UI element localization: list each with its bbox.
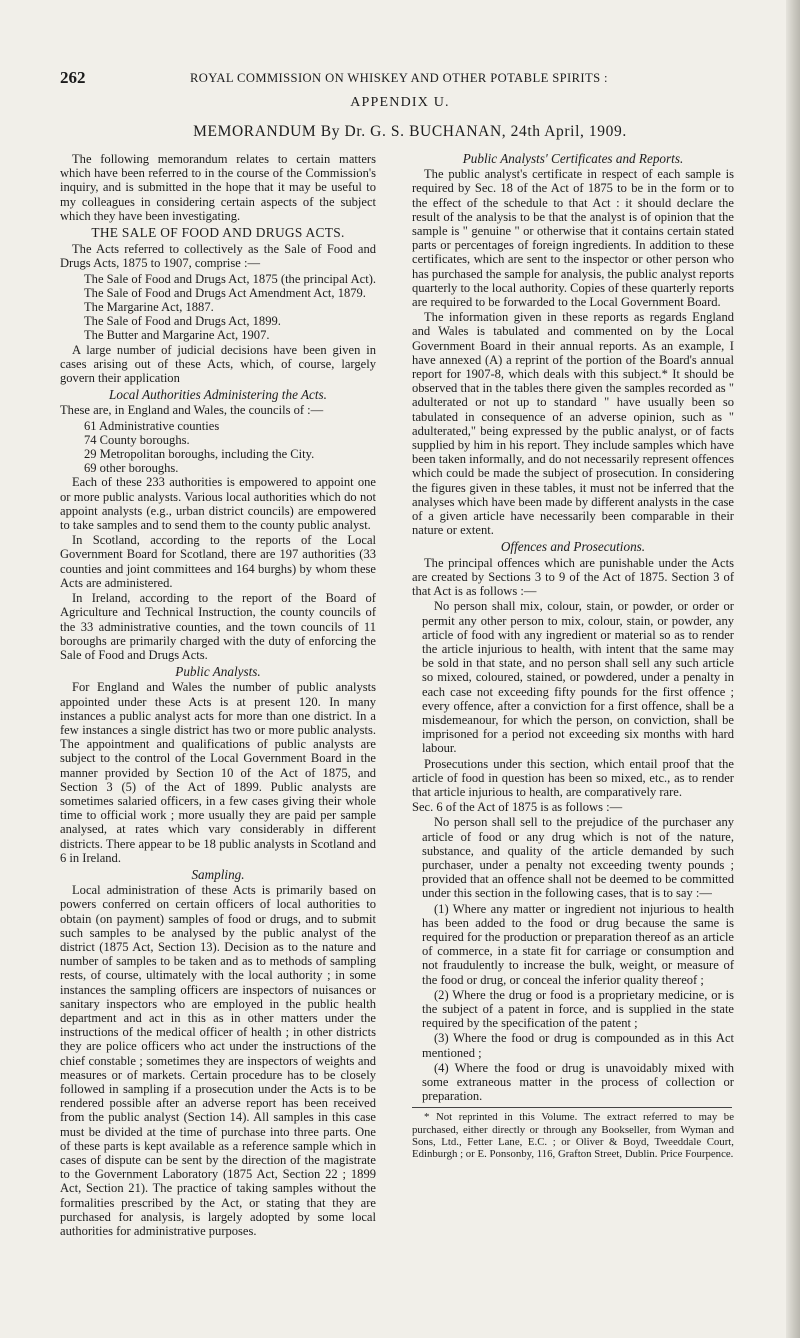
right-column (412, 152, 734, 1161)
ireland-paragraph: In Ireland, according to the report of the Board of Agriculture and Technical Instruction, the county councils of the 33 administrative counties, and the town councils of 11 boroughs are primarily charged with the duty of enforcing the Sale of Food and Drugs Acts. (60, 591, 376, 662)
appendix-title: APPENDIX U. (350, 95, 450, 110)
section-heading-sampling: Sampling. (191, 866, 245, 882)
left-column (60, 152, 376, 1239)
list-item: (1) Where any matter or ingredient not injurious to health has been added to the food or drug because the same is required for the production or preparation thereof as an article of commerce, in a state fit for carriage or consumption and not fraudulently to increase the bulk, weight, or measure of the food or drug, or conceal the inferior quality thereof ; (422, 901, 734, 987)
section-heading-public-analysts: Public Analysts. (175, 664, 261, 680)
scotland-paragraph: In Scotland, according to the reports of the Local Government Board for Scotland, there are 197 authorities (33 counties and joint committees and 164 burghs) by whom these Acts are administered. (60, 533, 376, 590)
prosecutions-paragraph: Prosecutions under this section, which entail proof that the article of food in question has been so mixed, etc., as to render that article injurious to health, are comparatively rare. (412, 756, 734, 799)
tabulated-paragraph: The information given in these reports as regards England and Wales is tabulated and commented on by the Local Government Board in their annual reports. As an example, I have annexed (A) a reprint of the portion of the Board's annual report for 1907-8, which deals with this subject.* It should be observed that in the tables there given the samples recorded as " adulterated or not up to standard " have usually been so tabulated in consequence of an adverse opinion, such as " adulterated," being expressed by the public analyst, or of facts supplied by him in his report. They include samples which have been taken informally, and do not necessarily represent offences which could be made the subject of prosecution. In considering the figures given in these tables, it must not be inferred that the analyses which have been made by different analysts in the case of a given article have necessarily been comparable in their nature or extent. (412, 310, 734, 538)
councils-list (60, 419, 376, 476)
section-heading-local-authorities: Local Authorities Administering the Acts. (109, 387, 327, 403)
list-item: (4) Where the food or drug is unavoidably mixed with some extraneous matter in the process of collection or preparation. (422, 1060, 734, 1104)
intro-paragraph: The following memorandum relates to certain matters which have been referred to in the course of the Commission's inquiry, and is submitted in the hope that it may be useful to my colleagues in considering certain aspects of the subject which they have been investigating. (60, 152, 376, 223)
footnote-divider (412, 1107, 732, 1108)
certificates-paragraph: The public analyst's certificate in respect of each sample is required by Sec. 18 of the Act of 1875 to be in the form or to the effect of the schedule to that Act : it should declare the result of the analysis to be that the analyst is of opinion that the sample is " genuine " or otherwise that it contains certain stated parts or percentages of foreign ingredients. In addition to these certificates, which are sent to the inspector or other person who has purchased the sample for analysis, the public analyst reports quarterly to the local authority. Copies of these quarterly reports are required to be forwarded to the Local Government Board. (412, 167, 734, 310)
section-heading-sale-of-food: THE SALE OF FOOD AND DRUGS ACTS. (91, 225, 345, 241)
list-item: The Sale of Food and Drugs Act, 1875 (the principal Act). (84, 271, 377, 286)
councils-intro: These are, in England and Wales, the councils of :— (60, 403, 324, 418)
section-3-quote (412, 599, 734, 755)
list-item: 69 other boroughs. (84, 461, 179, 476)
section-6-quote (412, 815, 734, 1103)
list-item: (2) Where the drug or food is a proprietary medicine, or is the subject of a patent in force, and is supplied in the state required by the specification of the patent ; (422, 987, 734, 1031)
list-item: 74 County boroughs. (84, 432, 190, 447)
acts-intro: The Acts referred to collectively as the Sale of Food and Drugs Acts, 1875 to 1907, comprise :— (60, 242, 376, 271)
section-6-text: No person shall sell to the prejudice of the purchaser any article of food or any drug which is not of the nature, substance, and quality of the article demanded by such purchaser, under a penalty not exceeding twenty pounds ; provided that an offence shall not be deemed to be committed under this section in the following cases, that is to say :— (422, 815, 734, 901)
running-title: ROYAL COMMISSION ON WHISKEY AND OTHER POTABLE SPIRITS : (190, 71, 608, 85)
list-item: (3) Where the food or drug is compounded as in this Act mentioned ; (422, 1031, 734, 1060)
list-item: The Butter and Margarine Act, 1907. (84, 328, 270, 343)
offences-paragraph: The principal offences which are punishable under the Acts are created by Sections 3 to 9 of the Act of 1875. Section 3 of that Act is as follows :— (412, 555, 734, 599)
page-header (60, 68, 760, 88)
section-heading-certificates: Public Analysts' Certificates and Reports. (462, 151, 684, 166)
section-6-intro: Sec. 6 of the Act of 1875 is as follows :— (412, 800, 623, 815)
list-item: 61 Administrative counties (84, 418, 220, 433)
page-number: 262 (60, 68, 86, 87)
memorandum-title: MEMORANDUM By Dr. G. S. BUCHANAN, 24th April, 1909. (193, 123, 627, 140)
empowered-paragraph: Each of these 233 authorities is empowered to appoint one or more public analysts. Various local authorities which do not appoint analysts (e.g., urban district councils) are empowered to take samples and to send them to the county public analyst. (60, 475, 376, 533)
list-item: The Sale of Food and Drugs Act, 1899. (84, 314, 281, 329)
list-item: The Margarine Act, 1887. (84, 300, 214, 315)
analysts-paragraph: For England and Wales the number of public analysts appointed under these Acts is at present 120. In many instances a public analyst acts for more than one district. In a few instances a single district has two or more public analysts. The appointment and qualifications of public analysts are subject to the control of the Local Government Board in the manner provided by Section 10 of the Act of 1875, and Section 3 (5) of the Act of 1899. Public analysts are sometimes salaried officers, in a few cases giving their whole time to official work ; more usually they are paid per sample analysed, at rates which vary considerably in different districts. There appear to be 18 public analysts in Scotland and 6 in Ireland. (60, 680, 376, 865)
list-item: 29 Metropolitan boroughs, including the City. (84, 447, 315, 462)
acts-list (60, 272, 376, 343)
section-3-text: No person shall mix, colour, stain, or powder, or order or permit any other person to mix, colour, stain, or powder, any article of food with any ingredient or material so as to render the article injurious to health, with intent that the same may be sold in that state, and no person shall sell any such article so mixed, coloured, stained, or powdered, under a penalty in each case not exceeding fifty pounds for the first offence ; every offence, after a conviction for a first offence, shall be a misdemeanour, for which the person, on conviction, shall be imprisoned for a period not exceeding six months with hard labour. (422, 599, 734, 756)
footnote: * Not reprinted in this Volume. The extract referred to may be purchased, either directly or through any Bookseller, from Wyman and Sons, Ltd., Fetter Lane, E.C. ; or Oliver & Boyd, Tweeddale Court, Edinburgh ; or E. Ponsonby, 116, Grafton Street, Dublin. Price Fourpence. (412, 1111, 734, 1161)
section-heading-offences: Offences and Prosecutions. (500, 539, 646, 555)
page-edge (786, 0, 800, 1338)
sampling-paragraph: Local administration of these Acts is primarily based on powers conferred on certain officers of local authorities to obtain (on payment) samples of food or drugs, and to submit such samples to be analysed by the public analyst of the district (1875 Act, Section 13). Decision as to the nature and number of samples to be taken and as to methods of sampling rests, of course, ultimately with the local authority ; in some instances the sampling officers are inspectors of nuisances or sanitary inspectors who are employed in the public health department and act in this as in other matters under the instructions of the medical officer of health ; in other districts they are police officers who act under the instructions of the chief constable ; sometimes they are inspectors of weights and measures or of markets. Certain procedure has to be closely followed in sampling if a prosecution under the Acts is to be rendered possible after an adverse report has been received from the public analyst (Section 14). All samples in this case must be divided at the time of purchase into three parts. One of these parts is kept available as a reference sample which in cases of dispute can be sent by the direction of the magistrate to the Government Laboratory (1875 Act, Section 22 ; 1899 Act, Section 21). The practice of taking samples without the formalities prescribed by the Act, or stating that they are purchased for analysis, is largely adopted by some local authorities for administrative purposes. (60, 883, 376, 1239)
decisions-paragraph: A large number of judicial decisions have been given in cases arising out of these Acts, which, of course, largely govern their application (60, 342, 376, 386)
list-item: The Sale of Food and Drugs Act Amendment Act, 1879. (84, 285, 366, 300)
